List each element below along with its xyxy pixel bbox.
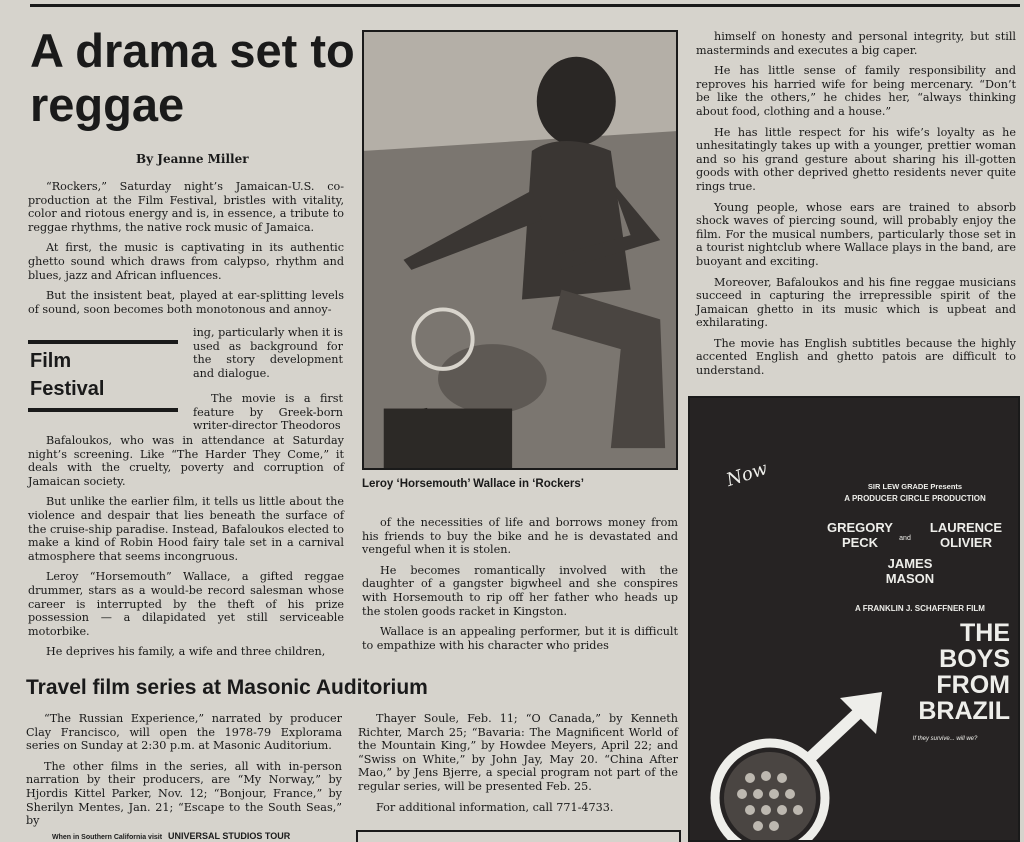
article-column-1 [28, 180, 344, 323]
ad-star-peck: GREGORY PECK [827, 520, 893, 550]
motorbike-rider-image [364, 32, 676, 468]
footer-text: When in Southern California visit [52, 834, 163, 841]
ad-now: Now [723, 458, 771, 491]
article-column-3 [696, 30, 1016, 385]
footer [52, 831, 290, 841]
kicker-rule-top [28, 340, 178, 344]
photo-caption: Leroy ‘Horsemouth’ Wallace in ‘Rockers’ [362, 478, 584, 490]
travel-paragraph: “The Russian Experience,” narrated by producer Clay Francisco, will open the 1978-79 Explorama series on Sunday at 2:30 p.m. at Masonic Auditorium. [26, 712, 342, 753]
article-headline: A drama set to reggae [30, 24, 355, 131]
article-paragraph: “Rockers,” Saturday night’s Jamaican-U.S. co-production at the Film Festival, bristles with vitality, color and riotous energy and is, in essence, a tribute to reggae rhythms, the native rock music of Jamaica. [28, 180, 344, 234]
travel-paragraph: For additional information, call 771-4733. [376, 800, 614, 814]
byline: By Jeanne Miller [136, 152, 249, 166]
ad-director: A FRANKLIN J. SCHAFFNER FILM [855, 604, 985, 613]
article-paragraph: He has little sense of family responsibility and reproves his harried wife for being mercenary. “Don’t be like the others,” he chides her, “always thinking about food, clothing and a house.” [696, 64, 1016, 118]
article-column-1-cont [28, 434, 344, 666]
travel-headline: Travel film series at Masonic Auditorium [26, 676, 428, 699]
article-paragraph: He becomes romantically involved with the daughter of a gangster bigwheel and she conspires with Horsemouth to rip off her father who heads up the stolen goods racket in Kingston. [362, 563, 678, 618]
travel-paragraph: The other films in the series, all with in-person narration by their producers, are “My Norway,” by Hjordis Kittel Parker, Nov. 12; “Bonjour, France,” by Sherilyn Mentes, Jan. 21; “Escape to the South Seas,” by [26, 759, 342, 828]
article-paragraph: Wallace is an appealing performer, but it is difficult to empathize with his character who prides [362, 625, 678, 652]
article-paragraph: Bafaloukos, who was in attendance at Saturday night’s screening. Like “The Harder They Come,” it deals with the cruelty, poverty and corruption of Jamaican society. [28, 434, 344, 488]
male-symbol-icon [700, 688, 910, 842]
footer-brand: UNIVERSAL STUDIOS TOUR [168, 831, 291, 841]
ad-and: and [899, 535, 911, 542]
ad-tagline: If they survive... will we? [912, 736, 978, 742]
article-paragraph: Leroy “Horsemouth” Wallace, a gifted reggae drummer, stars as a would-be record salesman whose career is interrupted by the theft of his prize possession — a dilapidated yet still serviceable motorbike. [28, 570, 344, 638]
kicker-film: Film [30, 350, 72, 372]
article-paragraph: But the insistent beat, played at ear-splitting levels of sound, soon becomes both monotonous and annoy- [28, 289, 344, 316]
movie-ad [688, 396, 1020, 842]
wrap-paragraph-2: The movie is a first feature by Greek-born writer-director Theodoros [193, 392, 343, 433]
article-paragraph: He deprives his family, a wife and three children, [46, 645, 326, 659]
top-rule [30, 4, 1020, 7]
ad-star-mason: JAMES MASON [885, 556, 935, 586]
article-paragraph: But unlike the earlier film, it tells us little about the violence and despair that lies beneath the surface of the cruise-ship paradise. Instead, Bafaloukos elected to make a kind of Robin Hood fairy tale set in a carnival atmosphere that seems incongruous. [28, 495, 344, 563]
travel-column-2 [358, 712, 678, 821]
ad-presenter: SIR LEW GRADE Presents [867, 482, 963, 491]
travel-paragraph: Thayer Soule, Feb. 11; “O Canada,” by Kenneth Richter, March 25; “Bavaria: The Magnificent World of the Mountain King,” by Howdee Meyers, April 22; and “Swiss on White,” by John Jay, May 20. “China After Mao,” by Jens Bjerre, a special program not part of the regular series, will be presented Feb. 25. [358, 712, 678, 793]
article-paragraph: Moreover, Bafaloukos and his fine reggae musicians succeed in capturing the irrepressible spirit of the Jamaican ghetto in its music which is upbeat and exhilarating. [696, 275, 1016, 330]
article-paragraph: At first, the music is captivating in its authentic ghetto sound which draws from calypso, rhythm and blues, jazz and African influences. [28, 241, 344, 282]
article-wrap-text [193, 326, 343, 387]
wrap-paragraph: ing, particularly when it is used as background for the story development and dialogue. [193, 326, 343, 380]
article-paragraph: himself on honesty and personal integrity, but still masterminds and executes a big caper. [696, 30, 1016, 57]
article-paragraph: The movie has English subtitles because the highly accented English and ghetto patois are difficult to understand. [696, 336, 1016, 378]
article-wrap-text-2 [193, 392, 343, 440]
ad-star-olivier: LAURENCE OLIVIER [929, 520, 1003, 550]
footer-box [356, 830, 681, 842]
travel-column-1 [26, 712, 342, 835]
ad-title: THE BOYS FROM BRAZIL [918, 619, 1010, 725]
kicker-festival: Festival [30, 378, 105, 400]
article-paragraph: He has little respect for his wife’s loyalty as he unhesitatingly takes up with a younger, prettier woman and so his grand gesture about sharing his ill-gotten goods with other deprived ghetto residents never quite rings true. [696, 125, 1016, 193]
ad-production: A PRODUCER CIRCLE PRODUCTION [844, 494, 986, 503]
kicker-rule-bottom [28, 408, 178, 412]
article-column-2 [362, 516, 678, 659]
article-paragraph: Young people, whose ears are trained to absorb shock waves of piercing sound, will probably enjoy the film. For the musical numbers, particularly those set in a tourist nightclub where Wallace plays in the band, are buoyant and exciting. [696, 200, 1016, 268]
article-photo [362, 30, 678, 470]
article-paragraph: of the necessities of life and borrows money from his friends to buy the bike and he is devastated and vengeful when it is stolen. [362, 516, 678, 557]
